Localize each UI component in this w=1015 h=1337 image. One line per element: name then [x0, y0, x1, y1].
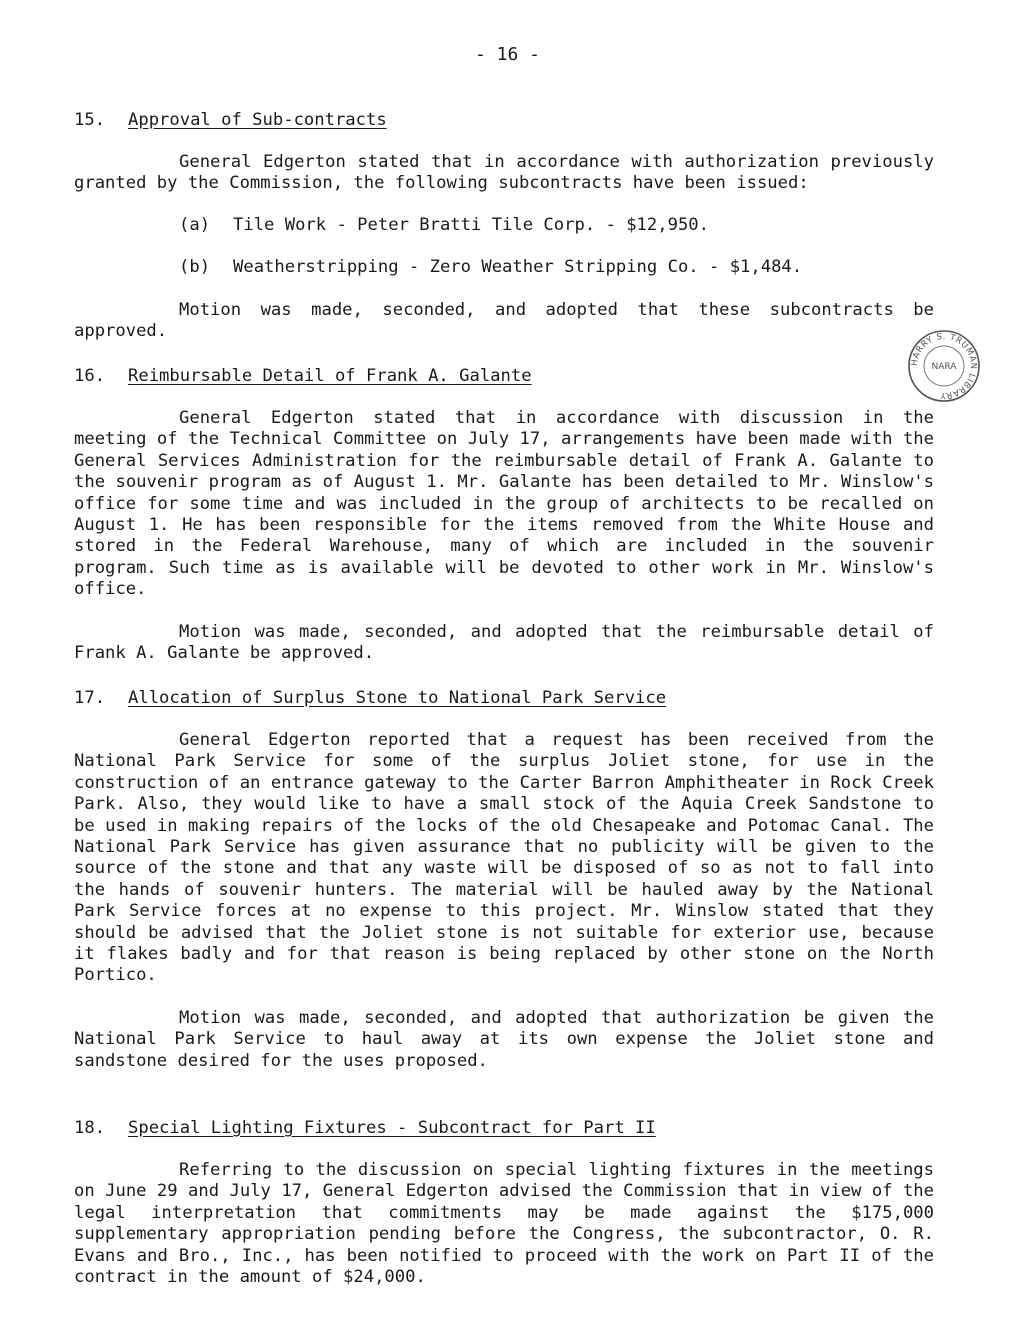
stamp-center-text: NARA	[931, 362, 957, 372]
section-intro: General Edgerton stated that in accordance with authorization previously granted by the Commission, the following subcontracts have been issued:	[74, 152, 934, 194]
item-label: (a)	[179, 214, 211, 235]
section-body: General Edgerton stated that in accordance with discussion in the meeting of the Technical Committee on July 17, arrangements have been made with the General Services Administration for the reimbursable detail of Frank A. Galante to the souvenir program as of August 1. Mr. Galante has been detailed to Mr. Winslow's office for some time and was included in the group of architects to be recalled on August 1. He has been responsible for the items removed from the White House and stored in the Federal Warehouse, many of which are included in the souvenir program. Such time as is available will be devoted to other work in Mr. Winslow's office.	[74, 408, 934, 600]
subcontract-item-b	[74, 257, 934, 278]
section-15	[74, 110, 934, 342]
section-title: Allocation of Surplus Stone to National Park Service	[128, 688, 667, 708]
section-heading	[74, 688, 934, 712]
section-18	[74, 1118, 934, 1288]
library-stamp-icon	[906, 328, 982, 404]
section-number: 16.	[74, 366, 106, 386]
section-heading	[74, 366, 934, 390]
item-text: Tile Work - Peter Bratti Tile Corp. - $12,950.	[233, 214, 709, 235]
section-title: Special Lighting Fixtures - Subcontract for Part II	[128, 1118, 656, 1138]
section-heading	[74, 110, 934, 134]
stamp-ring-text: HARRY S. TRUMAN LIBRARY	[909, 331, 979, 401]
section-17	[74, 688, 934, 1072]
section-title: Approval of Sub-contracts	[128, 110, 387, 130]
section-body: Referring to the discussion on special lighting fixtures in the meetings on June 29 and July 17, General Edgerton advised the Commission that in view of the legal interpretation that commitments may be made against the $175,000 supplementary appropriation pending before the Congress, the subcontractor, O. R. Evans and Bro., Inc., has been notified to proceed with the work on Part II of the contract in the amount of $24,000.	[74, 1160, 934, 1288]
section-motion: Motion was made, seconded, and adopted that these subcontracts be approved.	[74, 299, 934, 342]
section-number: 17.	[74, 688, 106, 708]
section-number: 18.	[74, 1118, 106, 1138]
section-number: 15.	[74, 110, 106, 130]
section-16	[74, 366, 934, 664]
section-title: Reimbursable Detail of Frank A. Galante	[128, 366, 532, 386]
section-motion: Motion was made, seconded, and adopted that the reimbursable detail of Frank A. Galante be approved.	[74, 621, 934, 664]
item-label: (b)	[179, 257, 211, 278]
section-body: General Edgerton reported that a request has been received from the National Park Service for some of the surplus Joliet stone, for use in the construction of an entrance gateway to the Carter Barron Amphitheater in Rock Creek Park. Also, they would like to have a small stock of the Aquia Creek Sandstone to be used in making repairs of the locks of the old Chesapeake and Potomac Canal. The National Park Service has given assurance that no publicity will be given to the source of the stone and that any waste will be disposed of so as not to fall into the hands of souvenir hunters. The material will be hauled away by the National Park Service forces at no expense to this project. Mr. Winslow stated that they should be advised that the Joliet stone is not suitable for exterior use, because it flakes badly and for that reason is being replaced by other stone on the North Portico.	[74, 730, 934, 986]
item-text: Weatherstripping - Zero Weather Stripping Co. - $1,484.	[233, 257, 803, 278]
section-heading	[74, 1118, 934, 1142]
subcontract-item-a	[74, 215, 934, 236]
page-number: - 16 -	[474, 44, 541, 65]
section-motion: Motion was made, seconded, and adopted that authorization be given the National Park Service to haul away at its own expense the Joliet stone and sandstone desired for the uses proposed.	[74, 1007, 934, 1071]
